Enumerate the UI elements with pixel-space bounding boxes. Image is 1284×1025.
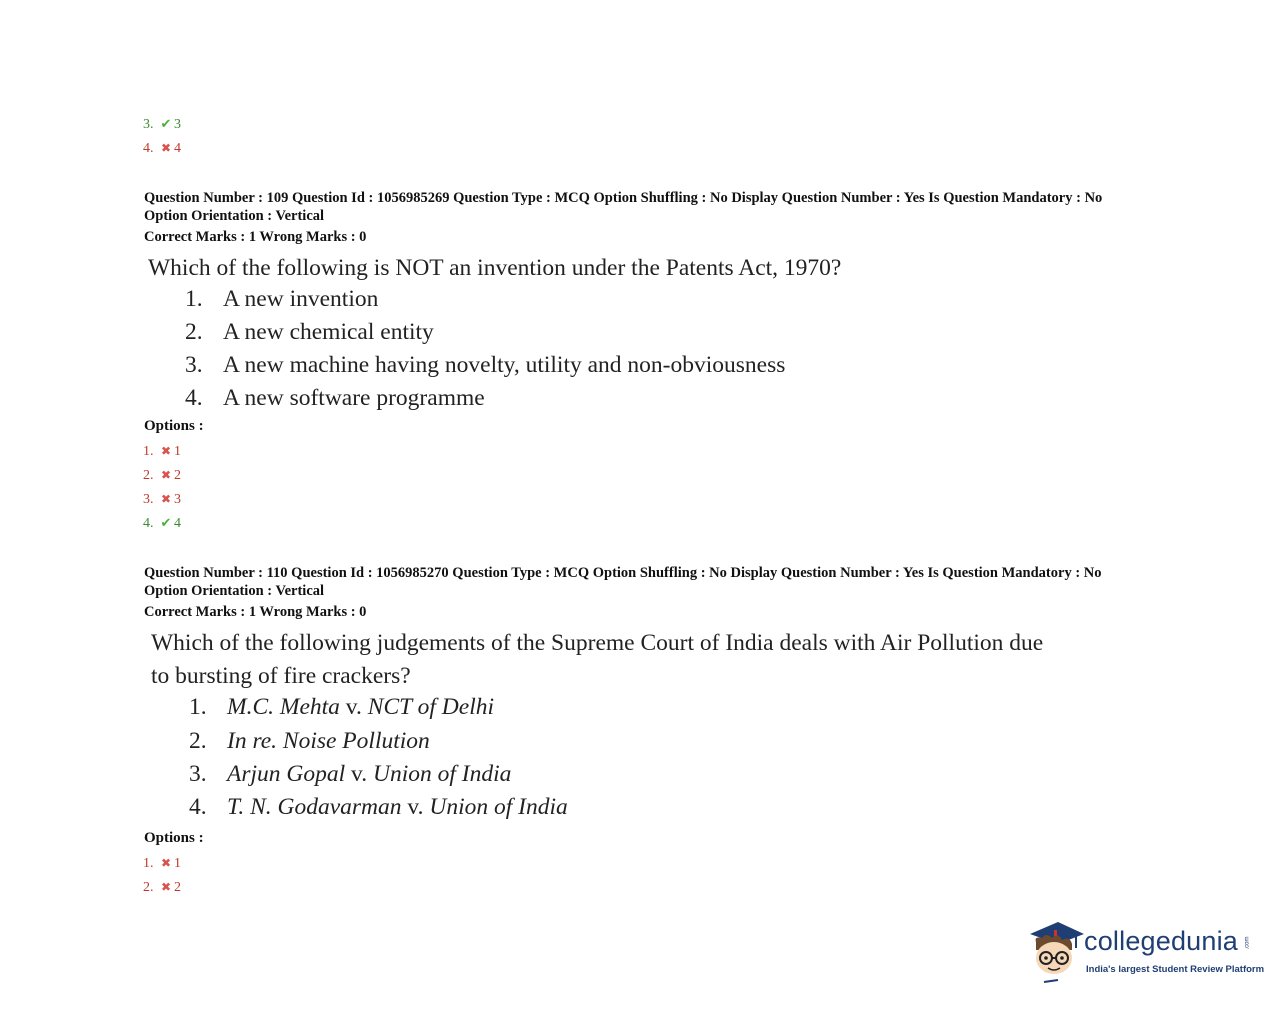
option-value: 2 xyxy=(174,468,181,483)
check-icon: ✔ xyxy=(160,116,172,131)
option-row xyxy=(143,491,181,508)
cross-icon: ✖ xyxy=(160,141,172,155)
case-party-a: M.C. Mehta xyxy=(227,694,340,720)
cross-icon: ✖ xyxy=(160,468,172,482)
answer-choice xyxy=(185,385,485,412)
option-number: 4. xyxy=(143,516,154,531)
question-text-line-2: to bursting of fire crackers? xyxy=(151,663,411,689)
option-row xyxy=(143,879,181,896)
choice-number: 4. xyxy=(185,385,203,411)
option-number: 2. xyxy=(143,468,154,483)
option-row xyxy=(143,116,181,133)
check-icon: ✔ xyxy=(160,515,172,530)
option-value: 4 xyxy=(174,141,181,156)
option-value: 1 xyxy=(174,444,181,459)
case-party-b: Union of India xyxy=(373,761,512,787)
choice-text: A new software programme xyxy=(223,385,485,411)
option-row xyxy=(143,140,181,157)
cross-icon: ✖ xyxy=(160,492,172,506)
case-party-a: Arjun Gopal xyxy=(227,761,346,787)
case-party-b: NCT of Delhi xyxy=(367,694,495,720)
option-row xyxy=(143,443,181,460)
collegedunia-logo[interactable] xyxy=(1024,916,1264,988)
choice-number: 3. xyxy=(189,761,207,787)
cross-icon: ✖ xyxy=(160,856,172,870)
case-party-a: In re. Noise Pollution xyxy=(227,728,430,754)
options-label: Options : xyxy=(144,418,204,434)
choice-text: A new invention xyxy=(223,286,379,312)
option-number: 1. xyxy=(143,856,154,871)
answer-choice xyxy=(189,694,494,721)
option-number: 3. xyxy=(143,492,154,507)
case-versus: v. xyxy=(339,694,368,720)
logo-tagline: India's largest Student Review Platform xyxy=(1086,964,1265,975)
option-number: 2. xyxy=(143,880,154,895)
question-meta: Question Number : 110 Question Id : 1056985270 Question Type : MCQ Option Shuffling : No Display Question Number : Yes Is Question Mandatory : No Option Orientation : Vertical xyxy=(144,565,1102,599)
cross-icon: ✖ xyxy=(160,444,172,458)
question-marks: Correct Marks : 1 Wrong Marks : 0 xyxy=(144,229,367,245)
case-versus: v. xyxy=(401,794,430,820)
answer-choice xyxy=(185,352,785,379)
choice-text: A new machine having novelty, utility and non-obviousness xyxy=(223,352,786,378)
answer-choice xyxy=(185,286,378,313)
option-row xyxy=(143,855,181,872)
mascot-icon xyxy=(1024,916,1086,988)
option-value: 2 xyxy=(174,880,181,895)
option-number: 4. xyxy=(143,141,154,156)
option-value: 1 xyxy=(174,856,181,871)
choice-text: A new chemical entity xyxy=(223,319,434,345)
case-party-a: T. N. Godavarman xyxy=(227,794,402,820)
option-value: 4 xyxy=(174,516,181,531)
choice-number: 1. xyxy=(185,286,203,312)
options-label: Options : xyxy=(144,830,204,846)
question-meta: Question Number : 109 Question Id : 1056985269 Question Type : MCQ Option Shuffling : No Display Question Number : Yes Is Question Mandatory : No Option Orientation : Vertical xyxy=(144,190,1103,224)
choice-number: 1. xyxy=(189,694,207,720)
question-text-line-1: Which of the following judgements of the Supreme Court of India deals with Air Pollution due xyxy=(151,630,1044,656)
option-number: 3. xyxy=(143,117,154,132)
option-row xyxy=(143,467,181,484)
case-versus: v. xyxy=(345,761,374,787)
cross-icon: ✖ xyxy=(160,880,172,894)
question-text: Which of the following is NOT an invention under the Patents Act, 1970? xyxy=(148,255,842,281)
option-number: 1. xyxy=(143,444,154,459)
answer-choice xyxy=(189,794,568,821)
answer-choice xyxy=(189,761,511,788)
choice-number: 4. xyxy=(189,794,207,820)
question-marks: Correct Marks : 1 Wrong Marks : 0 xyxy=(144,604,367,620)
answer-choice xyxy=(189,728,430,755)
case-party-b: Union of India xyxy=(429,794,568,820)
logo-wordmark: collegedunia xyxy=(1084,926,1239,956)
choice-number: 2. xyxy=(185,319,203,345)
option-value: 3 xyxy=(174,492,181,507)
choice-number: 2. xyxy=(189,728,207,754)
choice-number: 3. xyxy=(185,352,203,378)
answer-choice xyxy=(185,319,434,346)
option-value: 3 xyxy=(174,117,181,132)
logo-domain: .com xyxy=(1244,936,1251,950)
option-row xyxy=(143,515,181,532)
